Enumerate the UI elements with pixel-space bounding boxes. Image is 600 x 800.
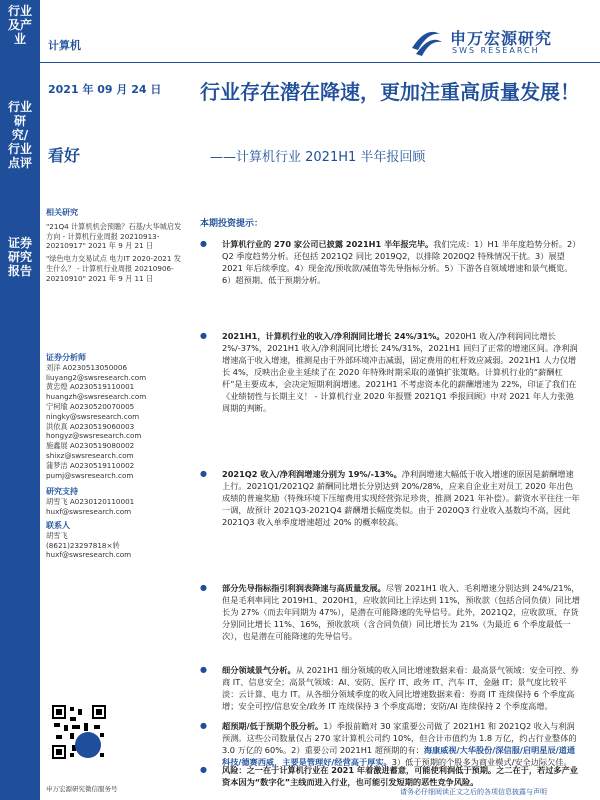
paragraph-body: 2020H1 收入/净利润同比增长 2%/-37%，2021H1 收入/净利润同比增长 24%/31%，2021H1 回归了正常的增速区间。净利润增速高于收入增速，推测是由于外部环境冲击减弱，固定费用的杠杆效应减弱。2021H1 人力仅增长 4%，反映出企业主延续了在 2020 年特殊时期采取的谨慎扩张策略。计算机行业的“薪酬杠杆”是主要成本，会决定短期利润增速。2021H1 不考虑资本化的薪酬增速为 22%，印证了我们在《业绩韧性与长期主义！ - 计算机行业 2020 年报暨 2021Q1 季报回顾》中对 2021 年人力张弛周期的判断。	[222, 331, 578, 413]
analyst-line: 黄忠煌 A0230519110001	[46, 382, 135, 392]
paragraph-body: 1）季报前瞻对 30 家重要公司做了 2021H1 和 2021Q2 收入与利润预测。这些公司数量仅占 270 家计算机公司约 10%，但合计市值约为 1.8 万亿，约占行业整体的 3.0 万亿的 60%。2）重要公司 2021H1 超预期的有：	[222, 721, 577, 755]
paragraph-body: 从 2021H1 细分领域的收入同比增速数据来看：最高景气领域：安全可控、券商 IT、信息安全；高景气领域：AI、安防、医疗 IT、政务 IT、汽车 IT、金融 IT；景气度比较平淡：云计算、电力 IT。从各细分领域季度的收入同比增速数据来看：券商 IT 连续保持 6 个季度高增；安全可控/信息安全/政务 IT 连续保持 3 个季度高增；安防/AI 连续保持 2 个季度高增。	[222, 665, 579, 711]
qr-logo-badge	[75, 732, 101, 758]
support-heading: 研究支持	[46, 487, 78, 496]
paragraph-lead: 计算机行业的 270 家公司已披露 2021H1 半年报完毕。	[222, 239, 434, 249]
paragraph-lead: 2021H1，计算机行业的收入/净利润同比增长 24%/31%。	[222, 331, 445, 341]
bullet-icon: ●	[200, 469, 207, 478]
summary-paragraph	[200, 664, 580, 716]
contact-email[interactable]: huxf@swsresearch.com	[46, 550, 132, 560]
related-item[interactable]: "21Q4 计算机机会预瞻？石基/大华城启发方向 - 计算机行业周报 20210913-20210917" 2021 年 9 月 21 日	[46, 221, 182, 251]
page-title: 行业存在潜在降速，更加注重高质量发展！	[200, 80, 580, 104]
analyst-email[interactable]: huangzh@swsresearch.com	[46, 392, 147, 402]
report-date: 2021 年 09 月 24 日	[48, 83, 162, 96]
wechat-note: 申万宏源研究微信服务号	[46, 785, 118, 793]
bullet-icon: ●	[200, 721, 207, 730]
rating-label: 看好	[48, 146, 81, 165]
contact-heading: 联系人	[46, 521, 70, 530]
analyst-email[interactable]: liuyang2@swsresearch.com	[46, 372, 147, 382]
analyst-email[interactable]: shixz@swsresearch.com	[46, 450, 134, 460]
bullet-icon: ●	[200, 331, 207, 340]
analysts-block	[46, 353, 186, 480]
analyst-line: 蒲梦洁 A0230519110002	[46, 460, 135, 470]
page-subtitle: ——计算机行业 2021H1 半年报回顾	[210, 150, 426, 165]
bullet-icon: ●	[200, 765, 207, 774]
strip-label-report-type: 行业研究/行业点评	[8, 100, 33, 170]
analyst-line: 施鑫展 A0230519080002	[46, 441, 135, 451]
sector-label: 计算机	[48, 39, 81, 52]
paragraph-body: 我们完成：1）H1 半年度趋势分析。2）Q2 季度趋势分析。还包括 2021Q2 同比 2019Q2，以排除 2020Q2 特殊情况干扰。3）展望 2021 年后续季度。4）现金流/预收款/减值等先导指标分析。5）下游各自领域增速和景气概览。6）超预期、低于预期分析。	[222, 239, 577, 285]
sidebar-strip	[0, 0, 40, 800]
summary-paragraph	[200, 468, 580, 568]
bullet-icon: ●	[200, 583, 207, 592]
risk-text: 风险：之一在于计算机行业在 2021 年着激进蓄意，可能使利润低于预期。之二在于，若过多产业资本因为“数字化”主线而进入行业，也可能引发短期的恶性竞争风险。	[222, 765, 578, 787]
related-research	[46, 208, 186, 284]
paragraph-lead: 细分领域景气分析。	[222, 665, 296, 675]
bullet-icon: ●	[200, 239, 207, 248]
highlighted-stocks: 海康威视/大华股份/深信服/启明星辰/道通科技/德赛西威，主要是管理好/经营高于厚实。	[222, 745, 576, 767]
analyst-email[interactable]: hongyz@swsresearch.com	[46, 431, 142, 441]
paragraph-body: 净利润增速大幅低于收入增速的原因是薪酬增速上行。2021Q1/2021Q2 薪酬同比增长分别达到 20%/28%，应来自企业主对员工 2020 年出色成绩的普遍奖励（特殊环境下压缩费用实现经营弥足珍贵，推测 2021 年补偿）。薪资水平往往一年一调，故预计 2021Q3-2021Q4 薪酬增长幅度类似。由于 2020Q3 行业收入基数均不高，因此 2021Q3 收入单季度增速超过 20% 的概率较高。	[222, 469, 580, 527]
summary-paragraph	[200, 238, 580, 314]
paragraph-lead: 部分先导指标指引利润表降速与高质量发展。	[222, 583, 386, 593]
related-item[interactable]: "绿色电力交易试点 电力IT 2020-2021 发生什么？ - 计算机行业周报 20210906-20210910" 2021 年 9 月 11 日	[46, 254, 181, 283]
logo-mark-icon	[408, 24, 444, 58]
paragraph-lead: 超预期/低于预期个股分析。	[222, 721, 324, 731]
analyst-line: 洪依真 A0230519060003	[46, 421, 135, 431]
support-email[interactable]: huxf@swsresearch.com	[46, 506, 132, 516]
contact-block	[46, 521, 186, 560]
summary-paragraph	[200, 582, 580, 658]
summary-paragraph	[200, 330, 580, 454]
paragraph-body: 尽管 2021H1 收入、毛利增速分别达到 24%/21%，但是毛利率同比 2019H1、2020H1，应收款同比上浮达到 11%，预收款（包括合同负债）同比增长为 27%（而去年同期为 47%），是潜在可能降速的先导信号。此外，2021Q2，应收款项、存货分别同比增长 11%、16%，预收款项（含合同负债）同比增长为 21%（为最近 6 个季度最低一次），也是潜在可能降速的先导信号。	[222, 583, 580, 641]
risk-paragraph	[200, 764, 580, 786]
bullet-icon: ●	[200, 665, 207, 674]
paragraph-tail: 3）低于预期的个股多为商业模式/安全边际欠佳。	[391, 757, 572, 767]
summary-paragraph	[200, 720, 580, 767]
support-block	[46, 487, 186, 516]
related-heading: 相关研究	[46, 208, 78, 217]
analyst-email[interactable]: pumj@swsresearch.com	[46, 470, 134, 480]
strip-label-industry: 行业及产业	[8, 4, 33, 46]
contact-phone: (8621)23297818×转	[46, 540, 120, 550]
logo-text-cn: 申万宏源研究	[450, 29, 553, 48]
abstract-label: 本期投资提示：	[200, 219, 264, 229]
paragraph-lead: 2021Q2 收入/净利润增速分别为 19%/-13%。	[222, 469, 402, 479]
contact-name: 胡雪飞	[46, 530, 68, 540]
strip-label-securities: 证券研究报告	[8, 236, 33, 278]
disclaimer-note: 请务必仔细阅读正文之后的各项信息披露与声明	[400, 788, 547, 796]
company-logo	[408, 22, 588, 62]
analyst-line: 宁柯瑜 A0230520070005	[46, 401, 135, 411]
analysts-heading: 证券分析师	[46, 353, 86, 362]
analyst-line: 刘洋 A0230513050006	[46, 362, 128, 372]
support-line: 胡雪飞 A0230120110001	[46, 496, 135, 506]
header-divider	[40, 62, 600, 63]
logo-text-en: SWS RESEARCH	[452, 46, 540, 55]
analyst-email[interactable]: ningky@swsresearch.com	[46, 411, 140, 421]
